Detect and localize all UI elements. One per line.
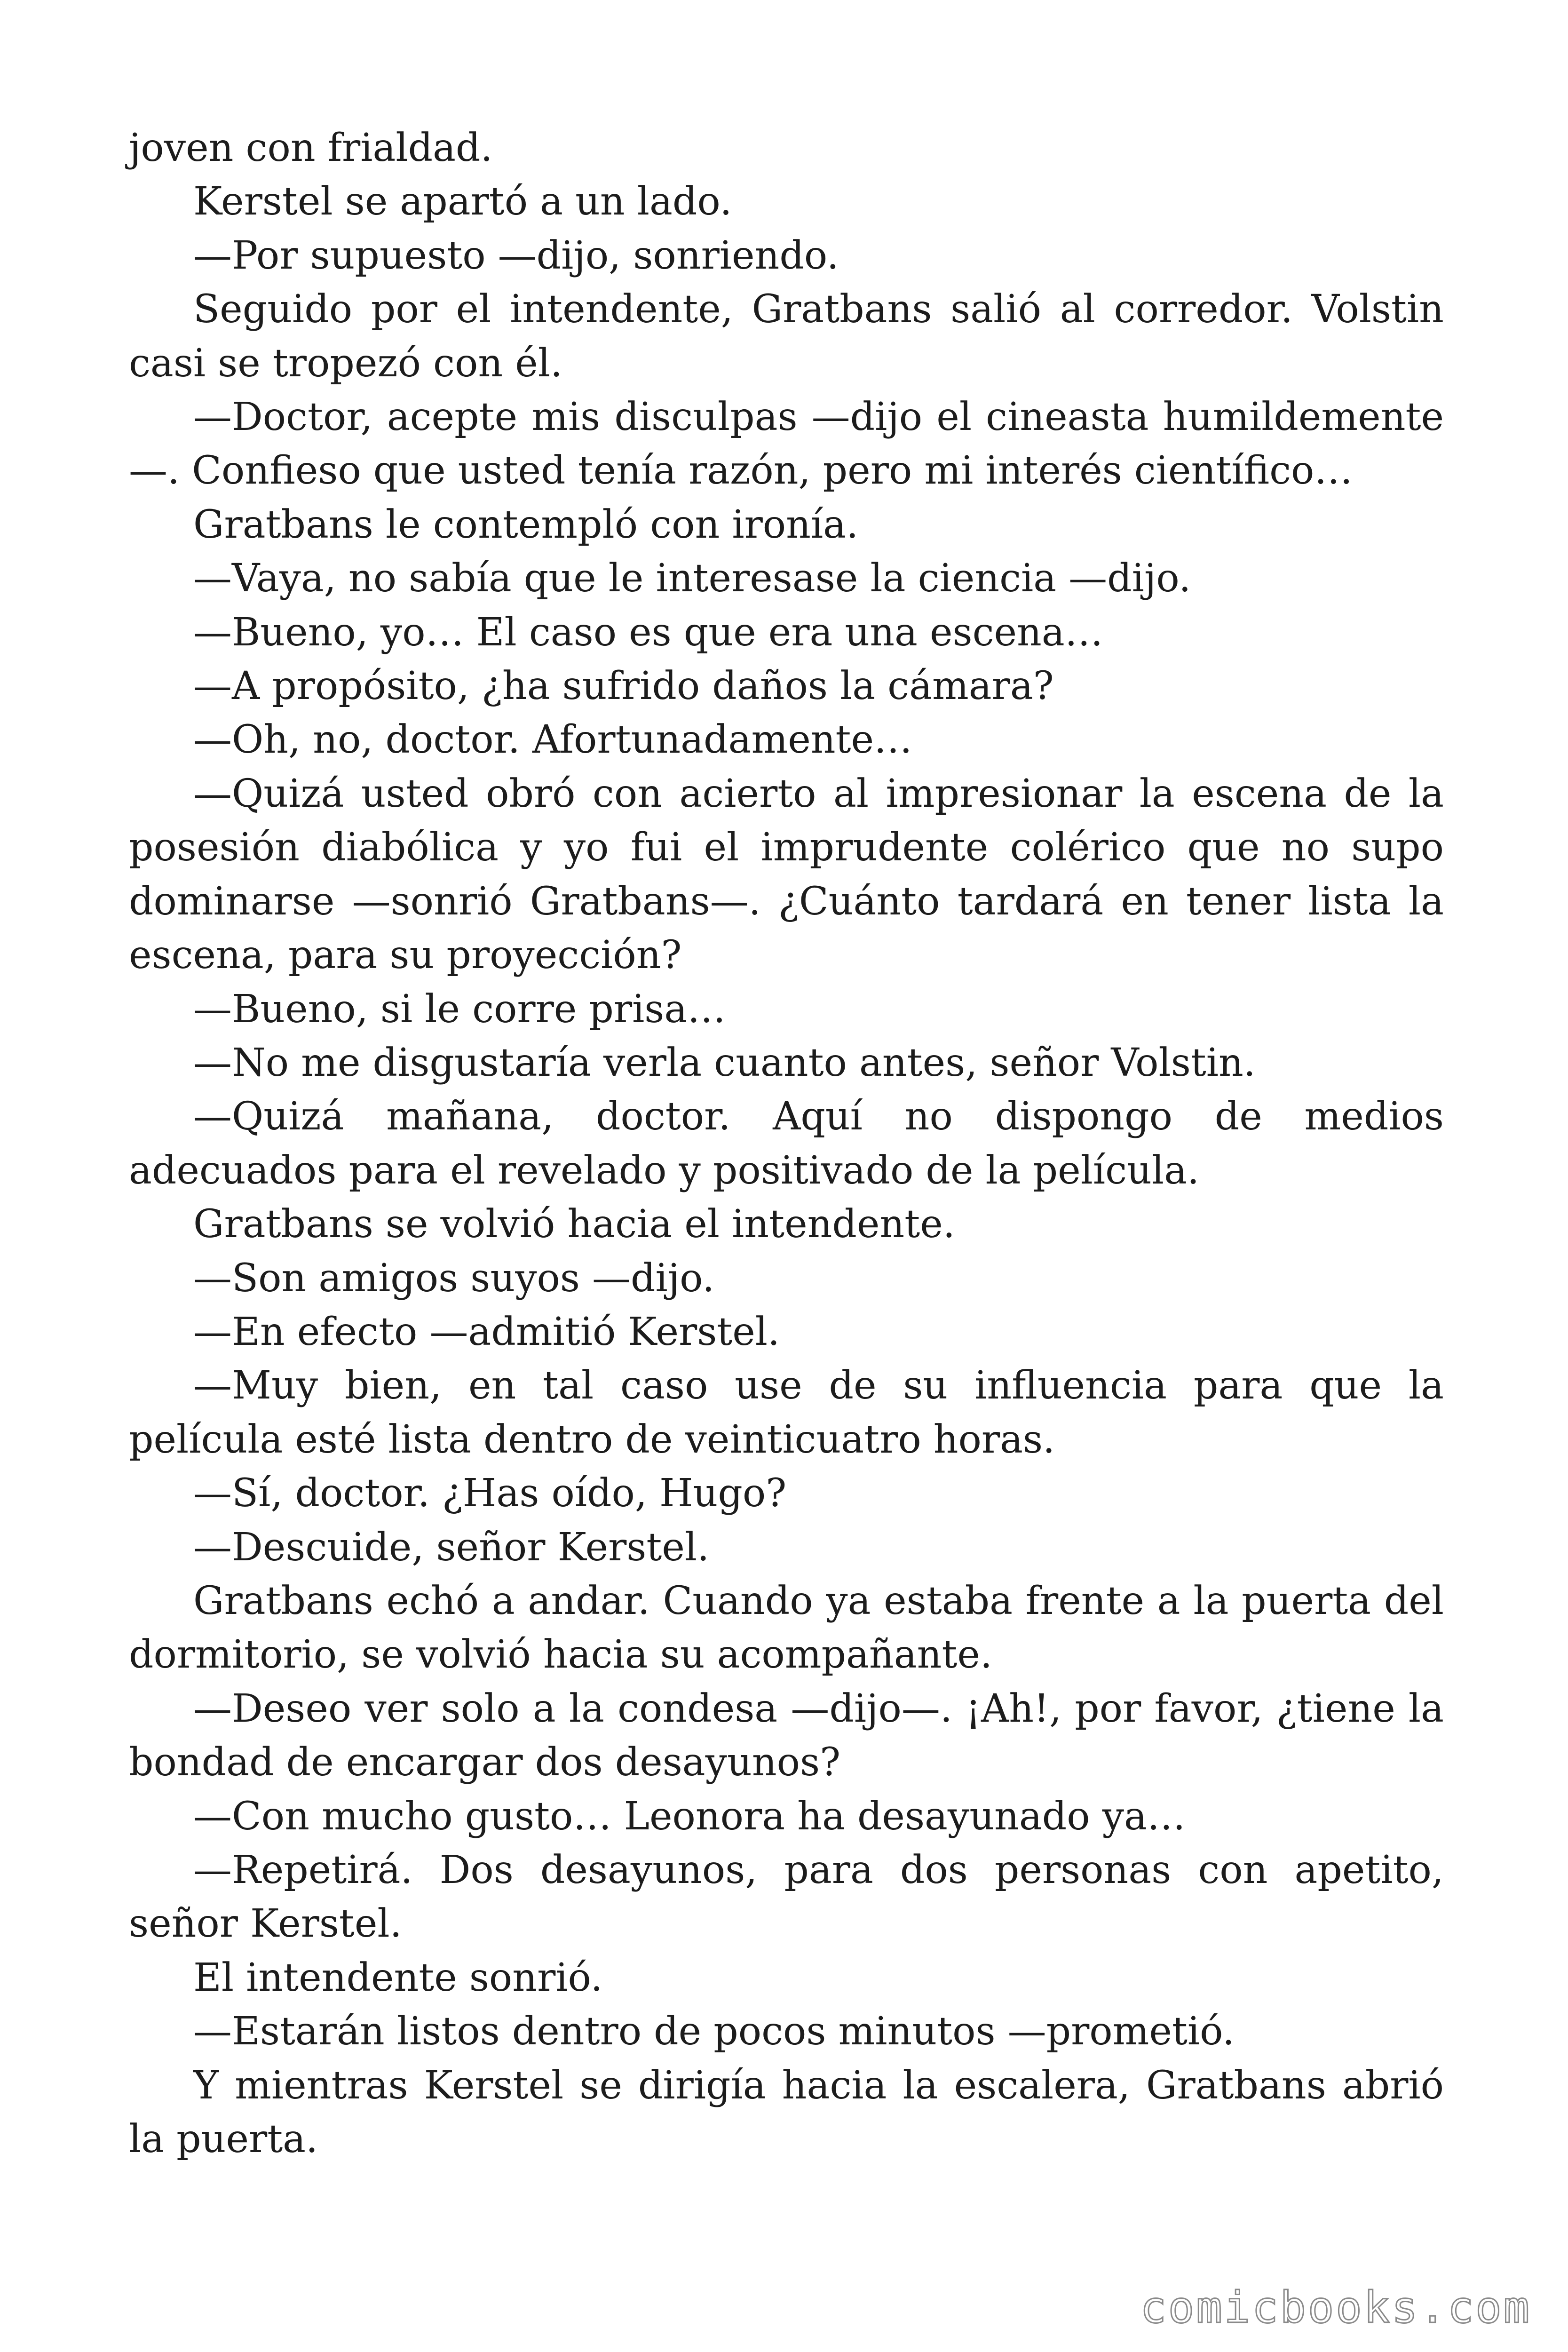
paragraph: —Bueno, si le corre prisa… [193, 986, 726, 1032]
paragraph: —Quizá mañana, doctor. Aquí no dispongo de medios adecuados para el revelado y positivado de la película. [129, 1094, 1444, 1193]
paragraph: —Son amigos suyos —dijo. [193, 1255, 715, 1301]
paragraph: —Quizá usted obró con acierto al impresionar la escena de la posesión diabólica y yo fui el imprudente colérico que no supo dominarse —sonrió Gratbans—. ¿Cuánto tardará en tener lista la escena, para su proyección? [129, 771, 1444, 978]
paragraph: El intendente sonrió. [193, 1955, 603, 2000]
paragraph: —Deseo ver solo a la condesa —dijo—. ¡Ah!, por favor, ¿tiene la bondad de encargar dos desayunos? [129, 1686, 1444, 1785]
paragraph: —Oh, no, doctor. Afortunadamente… [193, 717, 913, 763]
paragraph: —Vaya, no sabía que le interesase la ciencia —dijo. [193, 556, 1191, 601]
paragraph: Gratbans echó a andar. Cuando ya estaba frente a la puerta del dormitorio, se volvió hacia su acompañante. [129, 1578, 1444, 1677]
paragraph: Gratbans se volvió hacia el intendente. [193, 1202, 955, 1247]
paragraph: —En efecto —admitió Kerstel. [193, 1309, 780, 1354]
paragraph: joven con frialdad. [129, 126, 493, 170]
paragraph: Gratbans le contempló con ironía. [193, 502, 859, 547]
watermark-logo: comicbooks.com [1140, 2282, 1531, 2333]
paragraph: —Bueno, yo… El caso es que era una escena… [193, 610, 1103, 655]
paragraph: —Doctor, acepte mis disculpas —dijo el cineasta humildemente —. Confieso que usted tenía razón, pero mi interés científico… [129, 395, 1444, 493]
paragraph: —No me disgustaría verla cuanto antes, señor Volstin. [193, 1040, 1256, 1085]
paragraph: Y mientras Kerstel se dirigía hacia la escalera, Gratbans abrió la puerta. [129, 2063, 1444, 2162]
paragraph: —Estarán listos dentro de pocos minutos —prometió. [193, 2009, 1235, 2054]
paragraph: —Descuide, señor Kerstel. [193, 1525, 710, 1570]
paragraph: —Repetirá. Dos desayunos, para dos personas con apetito, señor Kerstel. [129, 1848, 1444, 1947]
paragraph: —Sí, doctor. ¿Has oído, Hugo? [193, 1471, 787, 1516]
paragraph: Kerstel se apartó a un lado. [193, 179, 732, 224]
body-text [129, 121, 1444, 2166]
paragraph: —Con mucho gusto… Leonora ha desayunado ya… [193, 1794, 1186, 1839]
paragraph: —Muy bien, en tal caso use de su influencia para que la película esté lista dentro de veinticuatro horas. [129, 1363, 1444, 1462]
paragraph: —Por supuesto —dijo, sonriendo. [193, 233, 839, 278]
paragraph: —A propósito, ¿ha sufrido daños la cámara? [193, 664, 1054, 709]
paragraph: Seguido por el intendente, Gratbans salió al corredor. Volstin casi se tropezó con él. [129, 287, 1444, 386]
